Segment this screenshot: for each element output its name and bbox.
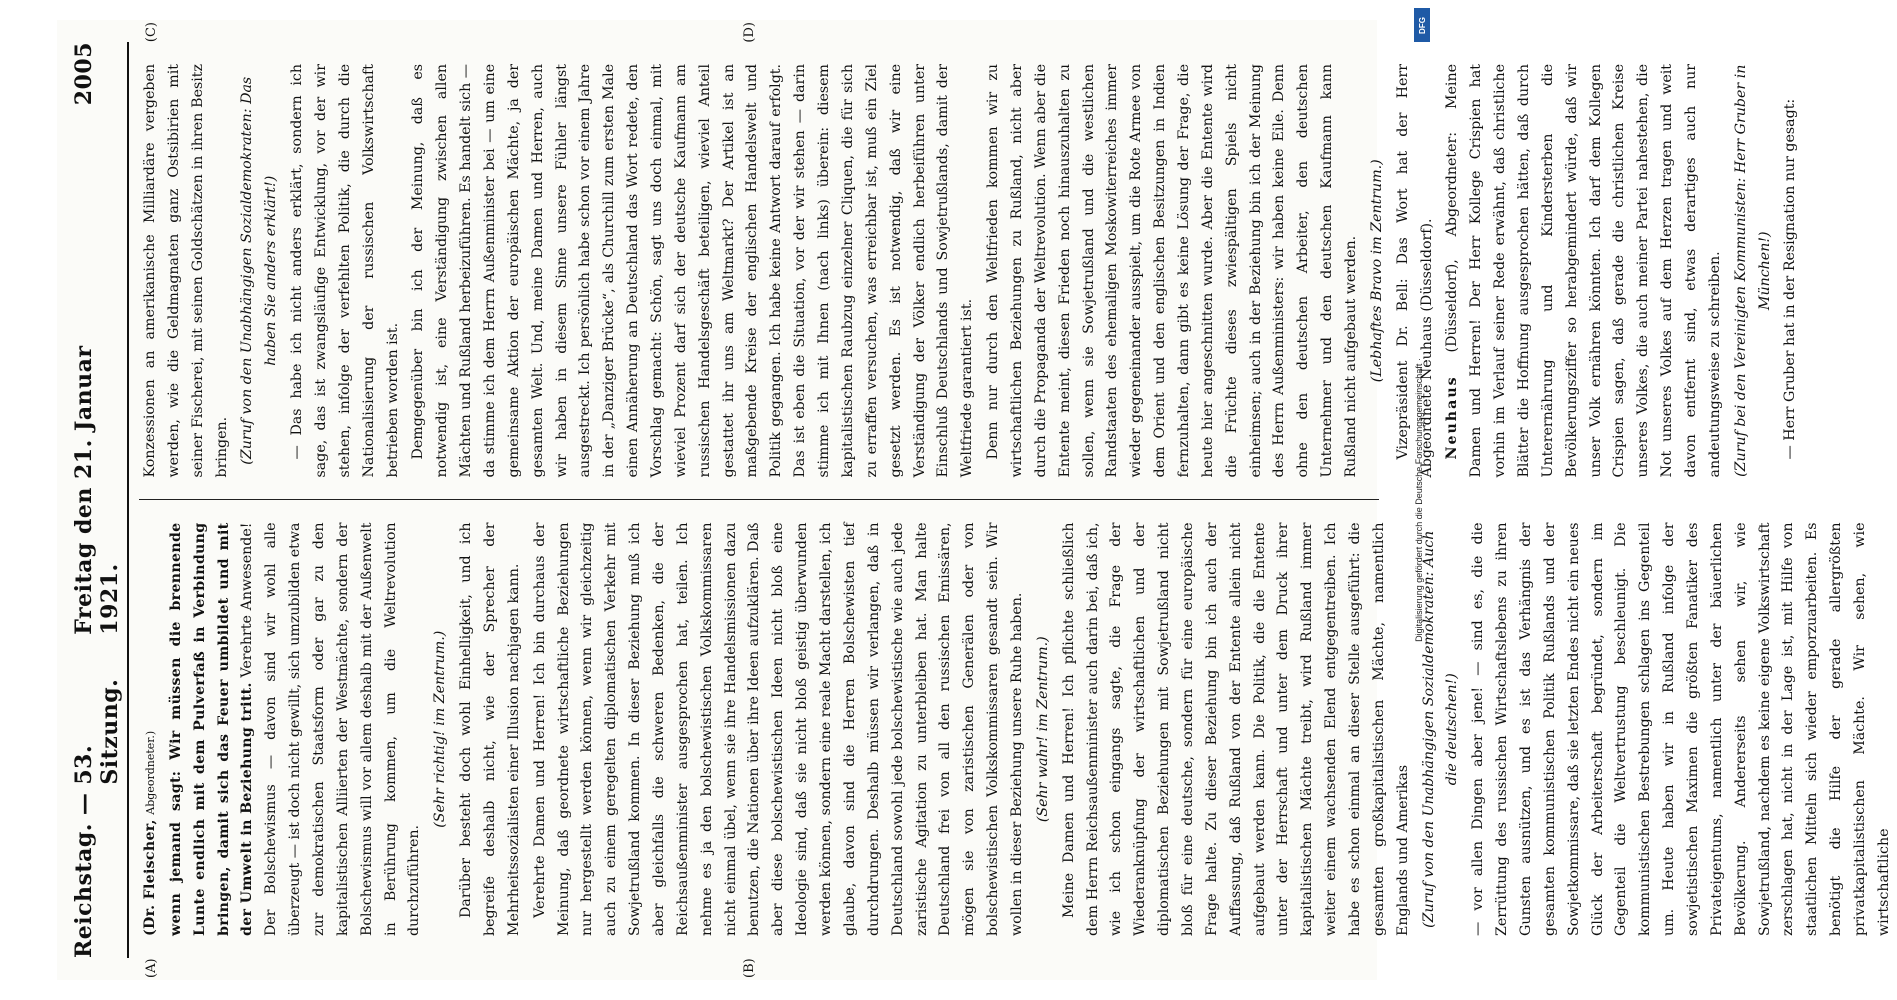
paragraph: Verehrte Damen und Herren! Ich bin durchaus der Meinung, daß geordnete wirtschaftliche Beziehungen nur hergestellt werden können, wenn wir gleichzeitig auch zu einem geregelten diplomatischen Verkehr mit Sowjetrußland kommen. In dieser Beziehung muß ich aber gleichfalls die schweren Bedenken, die der Reichsaußenminister ausgesprochen hat, teilen. Ich nehme es ja den bolschewistischen Volkskommissaren nicht einmal übel, wenn sie ihre Handelsmissionen dazu benutzen, die Nationen über ihre Ideen aufzuklären. Daß aber diese bolschewistischen Ideen nicht bloß eine Ideologie sind, daß sie nicht bloß geistig überwunden werden können, sondern eine reale Macht darstellen, ich glaube, davon sind die Herren Bolschewisten tief durchdrungen. Deshalb müssen wir verlangen, daß in Deutschland sowohl jede bolschewistische wie auch jede zaristische Agitation zu unterbleiben hat. Man halte Deutschland frei von all den russischen Emissären, mögen sie von zaristischen Generälen oder von bolschewistischen Volkskommissaren gesandt sein. Wir wollen in dieser Beziehung unsere Ruhe haben.	[531, 522, 1025, 936]
paragraph: — Das habe ich nicht anders erklärt, sondern ich sage, das ist zwangsläufige Entwicklung, vor der wir stehen, infolge der verfehlten Politik, die durch die Nationalisierung der russischen Volkswirtschaft betrieben worden ist.	[289, 64, 401, 478]
interjection: (Zuruf bei den Vereinigten Kommunisten: Herr Gruber in München!)	[1732, 64, 1773, 477]
paragraph: — Herr Gruber hat in der Resignation nur gesagt:	[1782, 98, 1799, 460]
interjection: (Lebhaftes Bravo im Zentrum.)	[1368, 159, 1385, 383]
interjection: (Sehr richtig! im Zentrum.)	[432, 630, 449, 828]
paragraph: Konzessionen an amerikanische Milliardäre vergeben werden, wie die Geldmagnaten ganz Ostsibirien mit seiner Fischerei, mit seinen Goldschätzen in ihren Besitz bringen.	[142, 64, 230, 478]
interjection: (Zuruf von den Unabhängigen Sozialdemokraten: Das haben Sie anders erklärt!)	[239, 76, 280, 465]
page-header	[71, 42, 129, 958]
paragraph: Denn nur durch den Weltfrieden kommen wir zu wirtschaftlichen Beziehungen zu Rußland, nicht aber durch die Propaganda der Weltrevolution. Wenn aber die Entente meint, diesen Frieden noch hinauszuhalten zu sollen, wenn sie Sowjetrußland und die westlichen Randstaaten des ehemaligen Moskowiterreiches immer wieder gegeneinander ausspielt, um die Rote Armee von dem Orient und den englischen Besitzungen in Indien fernzuhalten, dann gibt es keine Lösung der Frage, die heute hier angeschnitten wurde. Aber die Entente wird die Früchte dieses zwiespältigen Spiels nicht einheimsen; auch in der Beziehung bin ich der Meinung des Herrn Außenministers: wir haben keine Eile. Denn ohne den deutschen Arbeiter, den deutschen Unternehmer und den deutschen Kaufmann kann Rußland nicht aufgebaut werden.	[985, 64, 1359, 478]
header-title: Reichstag.	[71, 823, 97, 958]
left-column	[139, 501, 1892, 978]
paragraph: Darüber besteht doch wohl Einhelligkeit, und ich begreife deshalb nicht, wie der Sprecher der Mehrheitssozialisten einer Illusion nachjagen kann.	[458, 522, 522, 936]
header-date: Freitag den 21. Januar 1921.	[71, 345, 123, 635]
interjection: (Zuruf von den Unabhängigen Sozialdemokraten: Auch die deutschen!)	[1420, 530, 1461, 928]
margin-marker-d: (D)	[742, 22, 757, 43]
paragraph-text: Verehrte Anwesende! Der Bolschewismus — davon sind wir wohl alle überzeugt — ist doch nicht gewillt, sich umzubilden etwa zur demokratischen Staatsform oder gar zu den kapitalistischen Alliierten der Westmächte, sondern der Bolschewismus will vor allem deshalb mit der Außenwelt in Berührung kommen, um die Weltrevolution durchzuführen.	[239, 522, 423, 936]
paragraph: Meine Damen und Herren! Ich pflichte schließlich dem Herrn Reichsaußenminister auch darin bei, daß ich, wie ich schon eingangs sagte, die Frage der Wiederanknüpfung der wirtschaftlichen und der diplomatischen Beziehungen mit Sowjetrußland nicht bloß für eine deutsche, sondern für eine europäische Frage halte. Zu dieser Beziehung bin ich auch der Auffassung, daß Rußland von der Entente allein nicht aufgebaut werden kann. Die Politik, die die Entente unter der Herrschaft und unter dem Druck ihrer kapitalistischen Mächte treibt, wird Rußland immer weiter einem wachsenden Elend entgegentreiben. Ich habe es schon einmal an dieser Stelle ausgeführt: die gesamten großkapitalistischen Mächte, namentlich Englands und Amerikas	[1060, 522, 1411, 936]
paragraph-bold: wenn jemand sagt: Wir müssen die brennende Lunte endlich mit dem Pulverfaß in Verbindung bringen, damit sich das Feuer umbildet und mit der Umwelt in Beziehung tritt.	[167, 522, 256, 936]
dfg-logo	[1414, 8, 1430, 42]
speaker-prefix: (Dr. Fleischer,	[142, 819, 158, 936]
paragraph	[1441, 64, 1727, 478]
paragraph	[165, 523, 427, 937]
header-session: 53. Sitzung.	[71, 678, 123, 785]
paragraph: Demgegenüber bin ich der Meinung, daß es notwendig ist, eine Verständigung zwischen allen Mächten und Rußland herbeizuführen. Es handelt sich — da stimme ich dem Herrn Außenminister bei — um eine gemeinsame Aktion der europäischen Mächte, ja der gesamten Welt. Und, meine Damen und Herren, auch wir haben in diesem Sinne unsere Fühler längst ausgestreckt. Ich persönlich habe schon vor einem Jahre in der „Danziger Brücke“, als Churchill zum ersten Male einen Annäherung an Deutschland das Wort redete, den Vorschlag gemacht: Schön, sagt uns doch einmal, mit wieviel Prozent darf sich der deutsche Kaufmann am russischen Handelsgeschäft beteiligen, wieviel Anteil gestattet ihr uns am Weltmarkt? Der Artikel ist an maßgebende Kreise der englischen Handelswelt und Politik gegangen. Ich habe keine Antwort darauf erfolgt. Das ist eben die Situation, vor der wir stehen — darin stimme ich mit Ihnen (nach links) überein: diesem kapitalistischen Raubzug einzelner Cliquen, die für sich zu erraffen versuchen, was erreichbar ist, muß ein Ziel gesetzt werden. Es ist notwendig, daß wir eine Verständigung der Völker endlich herbeiführen unter Einschluß Deutschlands und Sowjetrußlands, damit der Weltfriede garantiert ist.	[410, 64, 976, 478]
margin-marker-a: (A)	[144, 958, 159, 978]
digitization-note-text: Digitalisierung gefördert durch die Deutsche Forschungsgemeinschaft ·	[1414, 358, 1424, 642]
paragraph-text: (Düsseldorf), Abgeordneter: Meine Damen und Herren! Der Herr Kollege Crispien hat vorhin im Verlauf seiner Rede erwähnt, daß christliche Blätter die Hoffnung ausgesprochen hätten, daß durch Unterernährung und Kindersterben die Bevölkerungsziffer so herabgemindert würde, daß wir unser Volk ernähren könnten. Ich darf dem Kollegen Crispien sagen, daß gerade die christlichen Kreise unseres Volkes, die auch meiner Partei nahestehen, die Not unseres Volkes auf dem Herzen tragen und weit davon entfernt sind, etwas derartiges auch nur andeutungsweise zu schreiben.	[1444, 64, 1723, 478]
speaker-role: Abgeordneter.)	[144, 730, 157, 815]
margin-marker-b: (B)	[742, 958, 757, 978]
page-number: 2005	[71, 42, 97, 106]
paragraph: — vor allen Dingen aber jene! — sind es, die die Zerrüttung des russischen Wirtschaftslebens zu ihren Gunsten ausnützen, und es ist das Verhängnis der gesamten kommunistischen Politik Rußlands und der Sowjetkommissare, daß sie letzten Endes nicht ein neues Glück der Arbeiterschaft begründet, sondern im Gegenteil die Weltvertrustung beschleunigt. Die kommunistischen Bestrebungen schlagen ins Gegenteil um. Heute haben wir in Rußland infolge der sowjetistischen Maximen die größten Fanatiker des Privateigentums, namentlich unter der bäuerlichen Bevölkerung. Andererseits sehen wir, wie Sowjetrußland, nachdem es keine eigene Volkswirtschaft zerschlagen hat, nicht in der Lage ist, mit Hilfe von staatlichen Mitteln sich wieder emporzuarbeiten. Es benötigt die Hilfe der gerade allergrößten privatkapitalistischen Mächte. Wir sehen, wie wirtschaftliche	[1470, 522, 1892, 936]
header-dash: —	[71, 792, 97, 816]
speaker-name: Neuhaus	[1444, 375, 1461, 460]
dfg-logo-text: DFG	[1417, 16, 1427, 34]
speaker-line	[139, 523, 163, 937]
paragraph: Vizepräsident Dr. Bell: Das Wort hat der Herr Abgeordnete Neuhaus (Düsseldorf).	[1394, 64, 1435, 478]
interjection: (Sehr wahr! im Zentrum.)	[1034, 636, 1051, 823]
margin-marker-c: (C)	[144, 22, 159, 43]
